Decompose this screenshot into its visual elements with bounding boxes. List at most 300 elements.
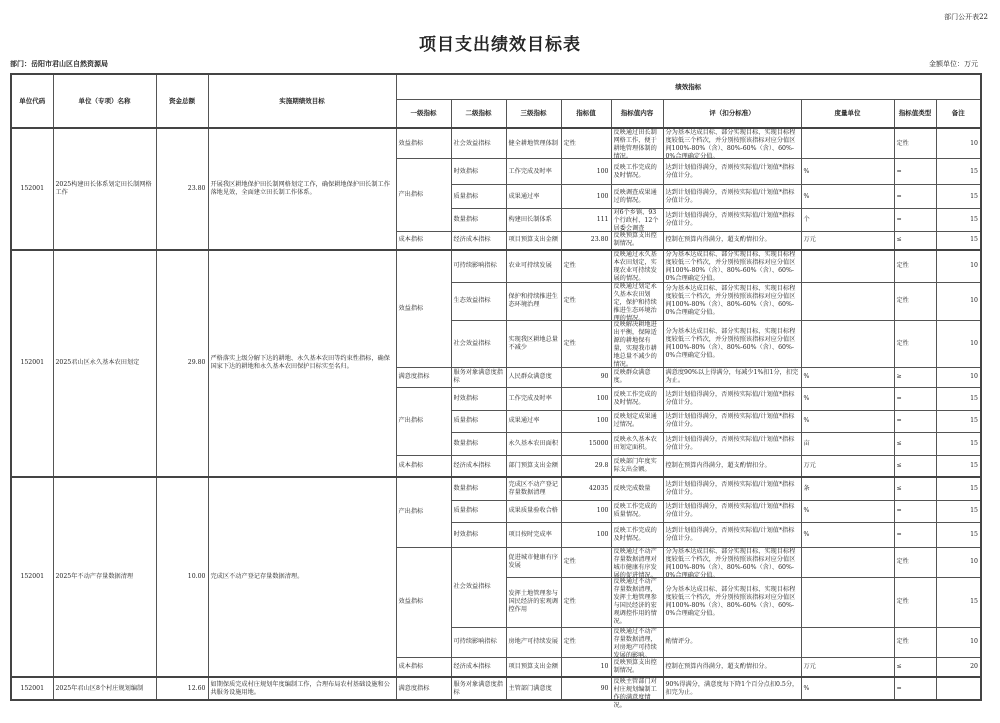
value-type-text: 定性 [896, 262, 909, 269]
level3-indicator-text: 成果通过率 [508, 417, 540, 424]
project-name [53, 477, 156, 677]
level3-indicator-text: 构建田长制体系 [508, 216, 552, 223]
performance-goal-text: 完成区不动产登记存量数据清理。 [210, 573, 304, 580]
level1-indicator [396, 232, 451, 250]
remark [936, 627, 981, 657]
level1-indicator [396, 657, 451, 677]
indicator-content-text: 反映预算支出控制情况。 [613, 232, 657, 248]
measure-unit [801, 657, 894, 677]
level3-indicator [506, 185, 561, 209]
scoring-criteria [663, 185, 801, 209]
measure-unit [801, 250, 894, 283]
value-type [894, 387, 936, 410]
level2-indicator-text: 经济成本指标 [453, 461, 491, 469]
indicator-content-text: 反映通过划定永久基本农田划定，保护和持续推进生态环境治理的情况。 [613, 282, 657, 322]
value-type-text: = [896, 417, 902, 424]
indicator-content [611, 500, 663, 522]
value-type-text: 定性 [896, 339, 909, 347]
remark [936, 387, 981, 410]
level2-indicator [451, 209, 506, 232]
value-type-text: = [896, 684, 902, 692]
level3-indicator [506, 209, 561, 232]
indicator-content [611, 432, 663, 455]
scoring-criteria-text: 分为基本达成目标、部分实现目标、实现目标程度较低三个档次，并分别按照该指标对应分值区间100%-80%（含）、80%-60%（含）、60%-0%合理确定分值。 [665, 327, 796, 359]
scoring-criteria-text: 分为基本达成目标、部分实现目标、实现目标程度较低三个档次，并分别按照该指标对应分值区间100%-80%（含）、80%-60%（含）、60%-0%合理确定分值。 [665, 250, 796, 282]
remark-text: 10 [970, 558, 978, 565]
scoring-criteria [663, 677, 801, 700]
scoring-criteria [663, 500, 801, 522]
measure-unit-text: % [803, 507, 810, 514]
indicator-value [561, 410, 611, 432]
level1-indicator-text: 成本指标 [398, 236, 424, 244]
level2-indicator-text: 经济成本指标 [453, 236, 491, 244]
remark-text: 15 [970, 484, 978, 492]
level2-indicator [451, 455, 506, 477]
project-name-text: 2025年君山区8个村庄规划编制 [55, 684, 144, 692]
header-l1: 一级指标 [396, 99, 451, 128]
level2-indicator-text: 时效指标 [453, 167, 479, 175]
measure-unit-text: % [803, 192, 810, 200]
level3-indicator [506, 577, 561, 627]
remark [936, 547, 981, 577]
indicator-value [561, 159, 611, 185]
level2-indicator-text: 服务对象满意度指标 [453, 680, 503, 696]
level3-indicator-text: 项目按时完成率 [508, 530, 552, 538]
value-type [894, 547, 936, 577]
indicator-content-text: 反映工作完成的及时情况。 [613, 390, 657, 406]
unit-code-text: 152001 [20, 184, 45, 192]
level3-indicator-text: 永久基本农田面积 [508, 439, 558, 447]
level1-indicator [396, 477, 451, 547]
level2-indicator-text: 可持续影响指标 [453, 262, 497, 269]
indicator-value-text: 111 [596, 216, 609, 223]
scoring-criteria-text: 控制在预算内得满分，超支酌情扣分。 [665, 236, 771, 244]
measure-unit-text: % [803, 684, 810, 692]
indicator-value-text: 100 [596, 192, 609, 200]
measure-unit [801, 500, 894, 522]
remark [936, 522, 981, 547]
remark [936, 500, 981, 522]
value-type [894, 232, 936, 250]
level3-indicator-text: 工作完成及时率 [508, 167, 552, 175]
value-type-text: = [896, 394, 902, 402]
level2-indicator-text: 生态效益指标 [453, 297, 491, 304]
indicator-value-text: 定性 [563, 339, 576, 347]
indicator-content-text: 反映通过不动产存量数据清理，对房地产可持续发展的影响。 [613, 627, 657, 659]
indicator-value-text: 100 [596, 507, 609, 514]
indicator-content-text: 反映解决耕地进出平衡，保障适源的耕地保有量，实现我市耕地总量不减少的情况。 [613, 320, 657, 368]
value-type-text: 定性 [896, 139, 909, 147]
fund-amount [156, 128, 208, 250]
remark-text: 15 [970, 439, 978, 447]
remark [936, 367, 981, 387]
value-type [894, 477, 936, 500]
indicator-content [611, 128, 663, 159]
level1-indicator [396, 677, 451, 700]
level3-indicator-text: 发挥土地管理参与国民经济的宏观调控作用 [508, 590, 558, 613]
unit-code [11, 250, 53, 478]
header-content: 指标值内容 [611, 99, 663, 128]
indicator-value [561, 432, 611, 455]
level1-indicator-text: 产出指标 [398, 508, 424, 516]
indicator-value-text: 定性 [563, 558, 576, 565]
indicator-value-text: 100 [596, 530, 609, 538]
indicator-value [561, 232, 611, 250]
level1-indicator-text: 效益指标 [398, 304, 424, 312]
level2-indicator-text: 社会效益指标 [453, 339, 491, 347]
measure-unit-text: % [803, 373, 810, 380]
remark-text: 15 [970, 461, 978, 469]
project-name-text: 2025年不动产存量数据清理 [55, 573, 134, 580]
indicator-content-text: 反映通过田长制网格工作，便于耕地管理体制的情况。 [613, 129, 657, 160]
indicator-value-text: 29.8 [594, 461, 609, 469]
level3-indicator [506, 627, 561, 657]
scoring-criteria [663, 432, 801, 455]
indicator-content [611, 367, 663, 387]
level3-indicator-text: 农业可持续发展 [508, 262, 552, 269]
fund-amount-text: 23.80 [187, 184, 206, 192]
scoring-criteria [663, 232, 801, 250]
level2-indicator-text: 服务对象满意度指标 [453, 369, 503, 384]
measure-unit [801, 367, 894, 387]
fund-amount [156, 250, 208, 478]
measure-unit-text: 亩 [803, 439, 810, 447]
measure-unit-text: 万元 [803, 236, 816, 244]
scoring-criteria [663, 282, 801, 320]
performance-goal [208, 250, 396, 478]
value-type [894, 410, 936, 432]
indicator-content [611, 159, 663, 185]
indicator-content-text: 反映通过不动产存量数据清理对城市健康有序发展的促进情况。 [613, 547, 657, 579]
unit-code-text: 152001 [20, 359, 45, 367]
remark-text: 15 [970, 394, 978, 402]
scoring-criteria-text: 控制在预算内得满分，超支酌情扣分。 [665, 662, 771, 670]
value-type-text: = [896, 216, 902, 223]
scoring-criteria-text: 分为基本达成目标、部分实现目标、实现目标程度较低三个档次，并分别按照该指标对应分值区间100%-80%（含）、80%-60%（含）、60%-0%合理确定分值。 [665, 129, 796, 160]
value-type [894, 500, 936, 522]
table-row [11, 128, 981, 159]
indicator-content [611, 547, 663, 577]
amount-unit-label: 金额单位：万元 [929, 60, 978, 68]
indicator-content [611, 477, 663, 500]
level2-indicator-text: 经济成本指标 [453, 662, 491, 670]
measure-unit-text: % [803, 417, 810, 424]
level1-indicator [396, 455, 451, 477]
remark [936, 410, 981, 432]
scoring-criteria-text: 达到计划值得满分，否则按实际值/计划值*指标分值计分。 [665, 413, 795, 428]
header-value: 指标值 [561, 99, 611, 128]
indicator-content [611, 410, 663, 432]
value-type-text: ≤ [896, 236, 902, 244]
indicator-content [611, 577, 663, 627]
scoring-criteria [663, 522, 801, 547]
project-name-text: 2025构建田长体系划定田长制网格工作 [55, 180, 152, 196]
measure-unit-text: % [803, 530, 810, 538]
scoring-criteria [663, 128, 801, 159]
table-row [11, 477, 981, 500]
level3-indicator-text: 人民群众满意度 [508, 373, 552, 380]
value-type-text: ≤ [896, 461, 902, 469]
level2-indicator [451, 677, 506, 700]
project-name [53, 128, 156, 250]
measure-unit [801, 128, 894, 159]
level3-indicator-text: 房地产可持续发展 [508, 638, 558, 645]
performance-goal [208, 677, 396, 700]
indicator-content [611, 455, 663, 477]
indicator-value [561, 455, 611, 477]
measure-unit [801, 320, 894, 367]
remark [936, 477, 981, 500]
remark-text: 15 [970, 236, 978, 244]
value-type [894, 367, 936, 387]
performance-goal [208, 128, 396, 250]
remark [936, 159, 981, 185]
level3-indicator [506, 320, 561, 367]
measure-unit-text: 万元 [803, 662, 816, 670]
level3-indicator-text: 实现我区耕地总量不减少 [508, 335, 558, 351]
measure-unit [801, 455, 894, 477]
indicator-value [561, 657, 611, 677]
level3-indicator-text: 促进城市健康有序发展 [508, 554, 558, 569]
fund-amount-text: 12.60 [187, 684, 206, 692]
measure-unit [801, 282, 894, 320]
level1-indicator [396, 387, 451, 455]
level3-indicator [506, 387, 561, 410]
level2-indicator [451, 547, 506, 627]
scoring-criteria [663, 455, 801, 477]
indicator-value-text: 定性 [563, 139, 576, 147]
scoring-criteria [663, 209, 801, 232]
header-performance: 绩效指标 [396, 74, 981, 99]
scoring-criteria-text: 分为基本达成目标、部分实现目标、实现目标程度较低三个档次，并分别按照该指标对应分值区间100%-80%（含）、80%-60%（含）、60%-0%合理确定分值。 [665, 547, 796, 579]
level3-indicator [506, 547, 561, 577]
remark-text: 15 [970, 507, 978, 514]
remark [936, 232, 981, 250]
header-unit: 度量单位 [801, 99, 894, 128]
value-type-text: 定性 [896, 598, 909, 605]
level3-indicator [506, 455, 561, 477]
level3-indicator-text: 成果通过率 [508, 192, 540, 200]
level2-indicator-text: 时效指标 [453, 530, 479, 538]
header-goal: 实施期绩效目标 [208, 74, 396, 128]
performance-goal-text: 严格落实上级分解下达的耕地、永久基本农田等约束性指标，确保国家下达的耕地和永久基本农田保护目标实至名归。 [210, 355, 390, 371]
level2-indicator [451, 367, 506, 387]
measure-unit [801, 677, 894, 700]
level3-indicator-text: 项目预算支出金额 [508, 236, 558, 244]
level2-indicator [451, 232, 506, 250]
remark-text: 15 [970, 598, 978, 605]
indicator-content [611, 522, 663, 547]
value-type-text: = [896, 192, 902, 200]
measure-unit-text: 万元 [803, 461, 816, 469]
measure-unit [801, 577, 894, 627]
indicator-content-text: 反映通过永久基本农田划定，实现农业可持续发展的情况。 [613, 250, 657, 282]
level1-indicator [396, 128, 451, 159]
header-name: 单位（专项）名称 [53, 74, 156, 128]
indicator-content [611, 209, 663, 232]
indicator-value [561, 477, 611, 500]
value-type [894, 159, 936, 185]
indicator-value-text: 42035 [588, 484, 609, 492]
level2-indicator-text: 数量指标 [453, 216, 479, 223]
indicator-content-text: 反映工作完成的质量情况。 [613, 503, 657, 518]
fund-amount-text: 29.80 [187, 359, 206, 367]
measure-unit [801, 547, 894, 577]
value-type [894, 282, 936, 320]
scoring-criteria [663, 320, 801, 367]
indicator-value [561, 185, 611, 209]
scoring-criteria [663, 657, 801, 677]
level3-indicator-text: 部门预算支出金额 [508, 461, 558, 469]
measure-unit [801, 387, 894, 410]
indicator-value [561, 387, 611, 410]
unit-code [11, 677, 53, 700]
level3-indicator [506, 522, 561, 547]
level2-indicator [451, 500, 506, 522]
indicator-value [561, 547, 611, 577]
value-type [894, 657, 936, 677]
level3-indicator [506, 657, 561, 677]
indicator-value-text: 定性 [563, 638, 576, 645]
level2-indicator-text: 质量指标 [453, 192, 479, 200]
remark [936, 657, 981, 677]
value-type [894, 432, 936, 455]
header-amount: 资金总额 [156, 74, 208, 128]
indicator-value-text: 23.80 [590, 236, 609, 244]
value-type-text: 定性 [896, 558, 909, 565]
level3-indicator-text: 保护和持续推进生态环境治理 [508, 293, 558, 308]
level2-indicator-text: 时效指标 [453, 394, 479, 402]
scoring-criteria-text: 满意度90%以上得满分，每减少1%扣1分，扣完为止。 [665, 369, 799, 384]
level1-indicator [396, 159, 451, 232]
indicator-value-text: 定性 [563, 262, 576, 269]
measure-unit [801, 209, 894, 232]
fund-amount [156, 477, 208, 677]
scoring-criteria [663, 250, 801, 283]
measure-unit-text: % [803, 167, 810, 175]
indicator-value [561, 627, 611, 657]
remark [936, 185, 981, 209]
indicator-content-text: 反映预算支出控制情况。 [613, 658, 657, 674]
indicator-value-text: 100 [596, 394, 609, 402]
remark-text: 10 [970, 339, 978, 347]
measure-unit [801, 410, 894, 432]
header-remark: 备注 [936, 99, 981, 128]
level1-indicator-text: 满意度指标 [398, 373, 430, 380]
indicator-value-text: 100 [596, 167, 609, 175]
scoring-criteria-text: 达到计划值得满分，否则按实际值/计划值*指标分值计分。 [665, 480, 795, 496]
indicator-content [611, 387, 663, 410]
indicator-content [611, 677, 663, 709]
indicator-content [611, 282, 663, 320]
indicator-content-text: 反映群众满意度。 [613, 369, 651, 384]
level3-indicator [506, 677, 561, 700]
project-name-text: 2025君山区永久基本农田划定 [55, 359, 140, 367]
measure-unit [801, 232, 894, 250]
level2-indicator [451, 657, 506, 677]
level2-indicator [451, 522, 506, 547]
value-type-text: 定性 [896, 297, 909, 304]
value-type [894, 455, 936, 477]
remark-text: 10 [970, 262, 978, 269]
level3-indicator [506, 500, 561, 522]
performance-table [10, 73, 982, 709]
indicator-content-text: 反映通过不动产存量数据清理，发挥土地管理参与国民经济的宏观调控作用的情况。 [613, 578, 657, 625]
level3-indicator-text: 主管部门满意度 [508, 684, 552, 692]
unit-code-text: 152001 [20, 684, 45, 692]
level3-indicator [506, 410, 561, 432]
indicator-value-text: 100 [596, 417, 609, 424]
remark [936, 577, 981, 627]
scoring-criteria-text: 分为基本达成目标、部分实现目标、实现目标程度较低三个档次，并分别按照该指标对应分值区间100%-80%（含）、80%-60%（含）、60%-0%合理确定分值。 [665, 285, 796, 316]
level2-indicator [451, 387, 506, 410]
level3-indicator-text: 健全耕地管理体制 [508, 139, 558, 147]
value-type-text: ≥ [896, 373, 902, 380]
remark-text: 15 [970, 167, 978, 175]
level2-indicator [451, 128, 506, 159]
level2-indicator [451, 410, 506, 432]
scoring-criteria-text: 酌情评分。 [665, 638, 697, 645]
level3-indicator-text: 成果质量验收合格 [508, 507, 558, 514]
level2-indicator [451, 250, 506, 283]
scoring-criteria [663, 387, 801, 410]
header-criteria: 评（扣分标准） [663, 99, 801, 128]
scoring-criteria-text: 控制在预算内得满分，超支酌情扣分。 [665, 461, 771, 469]
level1-indicator-text: 产出指标 [398, 191, 424, 198]
remark-text: 15 [970, 192, 978, 200]
value-type-text: ≤ [896, 662, 902, 670]
indicator-content [611, 185, 663, 209]
indicator-value [561, 282, 611, 320]
remark-text: 15 [970, 530, 978, 538]
scoring-criteria-text: 达到计划值得满分，否则按实际值/计划值*指标分值计分。 [665, 163, 795, 179]
indicator-value [561, 677, 611, 700]
indicator-value [561, 209, 611, 232]
level3-indicator [506, 367, 561, 387]
indicator-content-text: 反映完成数量 [613, 484, 651, 492]
value-type [894, 320, 936, 367]
scoring-criteria-text: 达到计划值得满分，否则按实际值/计划值*指标分值计分。 [665, 212, 795, 227]
level3-indicator-text: 完成区不动产登记存量数据清理 [508, 480, 558, 496]
remark-text: 10 [970, 373, 978, 380]
scoring-criteria [663, 577, 801, 627]
value-type-text: ≤ [896, 439, 902, 447]
level1-indicator-text: 成本指标 [398, 662, 424, 670]
unit-code [11, 128, 53, 250]
table-body [11, 128, 981, 709]
indicator-content [611, 627, 663, 657]
level1-indicator [396, 367, 451, 387]
indicator-content-text: 反映永久基本农田划定面积。 [613, 435, 657, 451]
unit-code-text: 152001 [20, 573, 45, 580]
level3-indicator [506, 159, 561, 185]
scoring-criteria-text: 90%得满分，满意度每下降1个百分点扣0.5分，扣完为止。 [665, 680, 799, 696]
value-type-text: = [896, 530, 902, 538]
level2-indicator-text: 质量指标 [453, 417, 479, 424]
scoring-criteria-text: 达到计划值得满分，否则按实际值/计划值*指标分值计分。 [665, 526, 795, 542]
value-type [894, 185, 936, 209]
level3-indicator [506, 128, 561, 159]
indicator-value [561, 500, 611, 522]
level1-indicator-text: 产出指标 [398, 417, 424, 424]
remark-text: 15 [970, 216, 978, 223]
indicator-content-text: 反映工作完成的及时情况。 [613, 526, 657, 542]
measure-unit-text: % [803, 394, 810, 402]
fund-amount [156, 677, 208, 700]
measure-unit-text: 个 [803, 216, 810, 223]
scoring-criteria [663, 367, 801, 387]
level2-indicator [451, 159, 506, 185]
